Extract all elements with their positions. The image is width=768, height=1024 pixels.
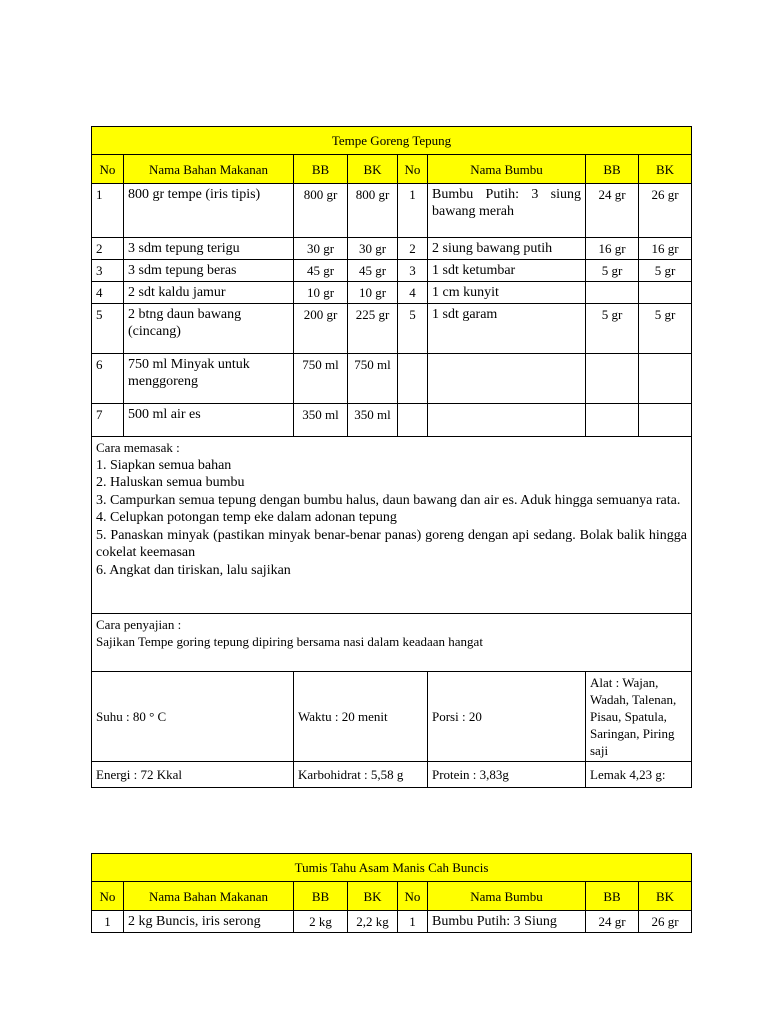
table-row (92, 282, 692, 304)
row-bk: 45 gr (348, 260, 398, 282)
header-bb: BB (294, 155, 348, 184)
table-row (92, 238, 692, 260)
row-bumbu: 1 sdt ketumbar (428, 260, 586, 282)
step-item: 6. Angkat dan tiriskan, lalu sajikan (96, 562, 291, 578)
row-bk-bumbu: 5 gr (639, 304, 692, 354)
header-bk: BK (348, 155, 398, 184)
row-no: 5 (92, 304, 124, 354)
header-no-bumbu: No (398, 882, 428, 911)
header-bb-bumbu: BB (586, 155, 639, 184)
row-no: 1 (92, 911, 124, 933)
row-bb: 800 gr (294, 184, 348, 238)
table-row (92, 404, 692, 437)
table-row (92, 304, 692, 354)
row-bk-bumbu: 5 gr (639, 260, 692, 282)
row-bb: 750 ml (294, 354, 348, 404)
step-item: 2. Haluskan semua bumbu (96, 475, 245, 490)
row-bb-bumbu (586, 404, 639, 437)
cara-penyajian-label: Cara penyajian : (96, 617, 182, 632)
row-no: 2 (92, 238, 124, 260)
row-bk: 2,2 kg (348, 911, 398, 933)
row-bumbu: 2 siung bawang putih (428, 238, 586, 260)
recipe-title: Tempe Goreng Tepung (92, 127, 692, 155)
row-no: 4 (92, 282, 124, 304)
cara-penyajian-section (92, 614, 692, 672)
row-bb-bumbu: 16 gr (586, 238, 639, 260)
karbohidrat-cell: Karbohidrat : 5,58 g (294, 762, 428, 788)
header-no: No (92, 155, 124, 184)
header-bk-bumbu: BK (639, 882, 692, 911)
row-bahan: 2 sdt kaldu jamur (124, 282, 294, 304)
table-row (92, 184, 692, 238)
step-item: 4. Celupkan potongan temp eke dalam adonan tepung (96, 510, 397, 525)
row-bb: 10 gr (294, 282, 348, 304)
row-bk: 30 gr (348, 238, 398, 260)
row-bk: 225 gr (348, 304, 398, 354)
row-bk: 750 ml (348, 354, 398, 404)
row-bb-bumbu (586, 282, 639, 304)
row-bb-bumbu: 5 gr (586, 260, 639, 282)
row-bumbu: 1 cm kunyit (428, 282, 586, 304)
table-row (92, 911, 692, 933)
suhu-cell: Suhu : 80 ° C (92, 672, 294, 762)
waktu-cell: Waktu : 20 menit (294, 672, 428, 762)
row-bb: 30 gr (294, 238, 348, 260)
row-bahan: 750 ml Minyak untuk menggoreng (124, 354, 294, 404)
recipe-table-tumis (91, 853, 692, 933)
row-no-bumbu: 5 (398, 304, 428, 354)
header-bumbu: Nama Bumbu (428, 882, 586, 911)
header-no: No (92, 882, 124, 911)
row-bk-bumbu: 26 gr (639, 911, 692, 933)
row-bahan: 3 sdm tepung terigu (124, 238, 294, 260)
row-bk: 350 ml (348, 404, 398, 437)
header-bb-bumbu: BB (586, 882, 639, 911)
row-bahan: 2 kg Buncis, iris serong (124, 911, 294, 933)
row-bb: 200 gr (294, 304, 348, 354)
row-no: 1 (92, 184, 124, 238)
row-no-bumbu: 3 (398, 260, 428, 282)
header-bb: BB (294, 882, 348, 911)
step-item: 5. Panaskan minyak (pastikan minyak benar-benar panas) goreng dengan api sedang. Bolak balik hingga cokelat keemasan (96, 527, 687, 560)
protein-cell: Protein : 3,83g (428, 762, 586, 788)
row-no: 7 (92, 404, 124, 437)
row-no-bumbu: 1 (398, 911, 428, 933)
porsi-cell: Porsi : 20 (428, 672, 586, 762)
step-item: 1. Siapkan semua bahan (96, 457, 232, 473)
row-bumbu: Bumbu Putih: 3 Siung (428, 911, 586, 933)
recipe-title: Tumis Tahu Asam Manis Cah Buncis (92, 854, 692, 882)
row-bahan: 2 btng daun bawang (cincang) (124, 304, 294, 354)
row-bk-bumbu (639, 354, 692, 404)
header-bumbu: Nama Bumbu (428, 155, 586, 184)
row-bumbu: 1 sdt garam (428, 304, 586, 354)
penyajian-text: Sajikan Tempe goring tepung dipiring bersama nasi dalam keadaan hangat (96, 634, 483, 649)
row-no-bumbu: 4 (398, 282, 428, 304)
row-bk: 10 gr (348, 282, 398, 304)
alat-cell: Alat : Wajan, Wadah, Talenan, Pisau, Spatula, Saringan, Piring saji (586, 672, 692, 762)
row-bb-bumbu: 24 gr (586, 911, 639, 933)
cara-memasak-section (92, 437, 692, 614)
header-bahan: Nama Bahan Makanan (124, 882, 294, 911)
table-row (92, 260, 692, 282)
cara-memasak-label: Cara memasak : (96, 440, 180, 455)
row-no: 3 (92, 260, 124, 282)
row-bumbu (428, 354, 586, 404)
energi-cell: Energi : 72 Kkal (92, 762, 294, 788)
row-bk: 800 gr (348, 184, 398, 238)
row-bk-bumbu (639, 282, 692, 304)
row-no-bumbu: 1 (398, 184, 428, 238)
step-item: 3. Campurkan semua tepung dengan bumbu halus, daun bawang dan air es. Aduk hingga semuanya rata. (96, 492, 681, 508)
header-bahan: Nama Bahan Makanan (124, 155, 294, 184)
row-bahan: 3 sdm tepung beras (124, 260, 294, 282)
row-bumbu (428, 404, 586, 437)
row-bb: 350 ml (294, 404, 348, 437)
row-bb: 2 kg (294, 911, 348, 933)
row-no-bumbu (398, 404, 428, 437)
row-bb: 45 gr (294, 260, 348, 282)
header-bk-bumbu: BK (639, 155, 692, 184)
row-bahan: 800 gr tempe (iris tipis) (124, 184, 294, 238)
row-bb-bumbu: 5 gr (586, 304, 639, 354)
row-bk-bumbu (639, 404, 692, 437)
table-row (92, 354, 692, 404)
recipe-table-tempe (91, 126, 692, 788)
row-bumbu: Bumbu Putih: 3 siung bawang merah (428, 184, 586, 238)
header-bk: BK (348, 882, 398, 911)
row-no: 6 (92, 354, 124, 404)
row-no-bumbu (398, 354, 428, 404)
row-bb-bumbu: 24 gr (586, 184, 639, 238)
lemak-cell: Lemak 4,23 g: (586, 762, 692, 788)
row-bahan: 500 ml air es (124, 404, 294, 437)
row-bk-bumbu: 26 gr (639, 184, 692, 238)
header-no-bumbu: No (398, 155, 428, 184)
row-bb-bumbu (586, 354, 639, 404)
row-bk-bumbu: 16 gr (639, 238, 692, 260)
row-no-bumbu: 2 (398, 238, 428, 260)
